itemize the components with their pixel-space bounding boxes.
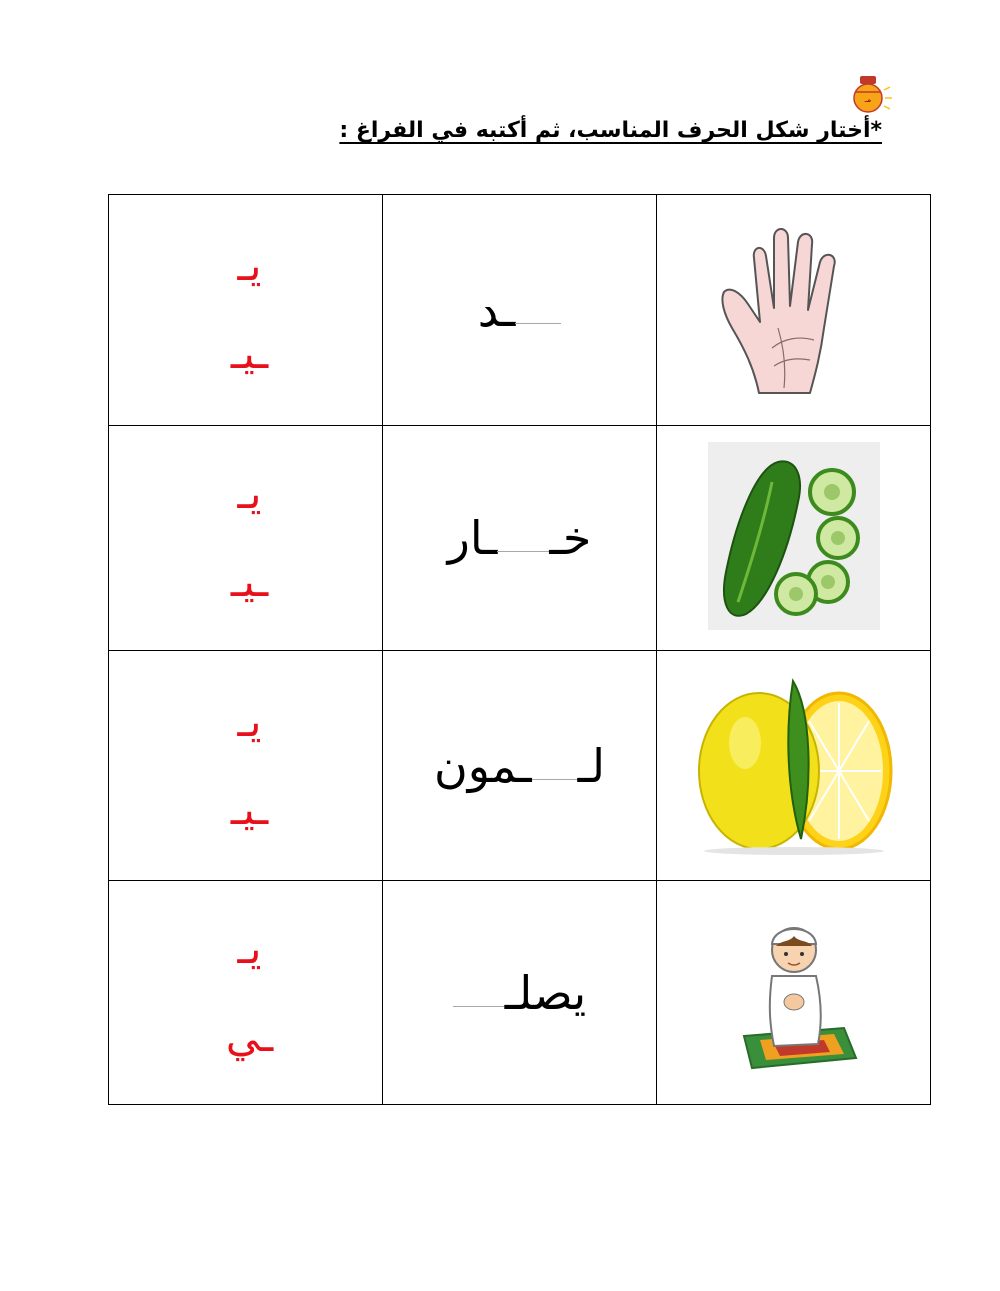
blank-space[interactable] [532,777,578,780]
letter-option[interactable]: ـيـ [230,784,269,834]
picture-cell [657,426,931,651]
picture-cell [657,881,931,1105]
hand-icon [714,218,874,398]
word-with-blank [383,426,657,651]
lantern-logo-icon [842,70,894,118]
letter-option[interactable]: ـيـ [230,329,269,378]
word-with-blank [383,195,657,426]
letter-option[interactable]: يـ [237,923,262,973]
blank-space[interactable] [497,549,549,552]
lemon-icon [689,671,899,856]
table-row [109,195,931,426]
cucumber-icon [708,442,880,630]
letter-options [109,426,383,651]
letter-option[interactable]: يـ [237,469,262,518]
word-start: يصلـ [504,965,587,1020]
word-with-blank [383,881,657,1105]
blank-space[interactable] [515,321,561,324]
word-end: ـد [477,283,516,337]
letter-options [109,881,383,1105]
letter-options [109,651,383,881]
word-start: لـ [577,738,606,793]
table-row [109,651,931,881]
letter-option[interactable]: يـ [237,696,262,746]
table-row [109,426,931,651]
blank-space[interactable] [453,1004,505,1007]
picture-cell [657,195,931,426]
picture-cell [657,651,931,881]
letter-option[interactable]: ـيـ [230,557,269,606]
table-row [109,881,931,1105]
svg-text:مـ: مـ [864,95,872,104]
word-start: خـ [549,511,592,565]
letter-option[interactable]: يـ [237,241,262,290]
word-with-blank [383,651,657,881]
letter-options [109,195,383,426]
word-end: ـار [447,511,498,565]
worksheet-table [108,194,931,1105]
word-end: ـمون [433,738,532,793]
praying-boy-icon [724,906,864,1076]
instruction-heading: *أختار شكل الحرف المناسب، ثم أكتبه في الفراغ : [339,118,882,143]
letter-option[interactable]: ـي [225,1011,274,1061]
